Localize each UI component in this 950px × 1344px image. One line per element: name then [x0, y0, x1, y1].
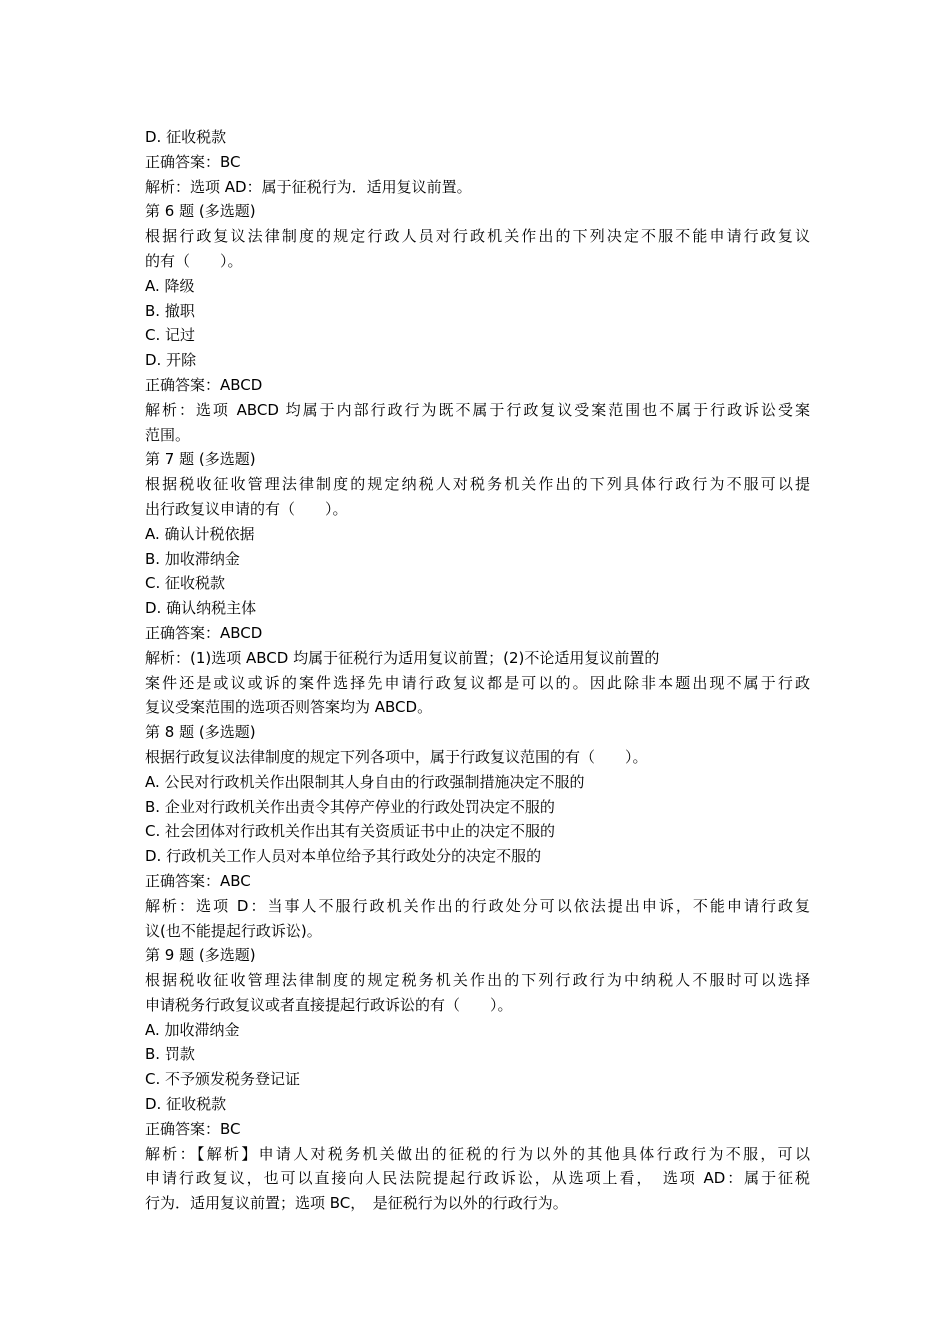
text-line: 解析：【解析】申请人对税务机关做出的征税的行为以外的其他具体行政行为不服，可以 [145, 1144, 810, 1163]
text-line: 出行政复议申请的有（ ）。 [145, 499, 348, 518]
document-page [145, 125, 810, 1216]
text-line: 议(也不能提起行政诉讼)。 [145, 921, 322, 940]
text-line: 第 8 题 (多选题) [145, 723, 256, 742]
text-line: D. 行政机关工作人员对本单位给予其行政处分的决定不服的 [145, 847, 542, 866]
text-line: B. 撤职 [145, 301, 195, 320]
text-line: 解析：选项 AD：属于征税行为．适用复议前置。 [145, 177, 472, 196]
text-line: 复议受案范围的选项否则答案均为 ABCD。 [145, 698, 433, 717]
text-line: D. 征收税款 [145, 128, 227, 146]
text-line: 正确答案：ABCD [145, 375, 263, 394]
text-line: 根据行政复议法律制度的规定行政人员对行政机关作出的下列决定不服不能申请行政复议 [145, 227, 810, 246]
text-line: 范围。 [145, 425, 191, 444]
text-line: 第 9 题 (多选题) [145, 946, 256, 965]
text-line: D. 确认纳税主体 [145, 599, 257, 618]
text-line: C. 不予颁发税务登记证 [145, 1070, 301, 1089]
text-line: 第 6 题 (多选题) [145, 202, 256, 221]
text-line: 正确答案：ABCD [145, 623, 263, 642]
text-line: 的有（ ）。 [145, 251, 243, 270]
text-line: 解析：选项 ABCD 均属于内部行政行为既不属于行政复议受案范围也不属于行政诉讼受案 [145, 400, 810, 419]
text-line: 申请行政复议，也可以直接向人民法院提起行政诉讼，从选项上看， 选项 AD：属于征税 [145, 1169, 810, 1188]
text-line: B. 加收滞纳金 [145, 549, 240, 568]
text-line: 解析：选项 D：当事人不服行政机关作出的行政处分可以依法提出申诉，不能申请行政复 [145, 896, 810, 915]
text-line: 正确答案：BC [145, 1119, 241, 1138]
text-line: A. 公民对行政机关作出限制其人身自由的行政强制措施决定不服的 [145, 772, 585, 791]
text-line: D. 征收税款 [145, 1095, 227, 1114]
text-line: A. 确认计税依据 [145, 524, 255, 543]
text-line: 根据税收征收管理法律制度的规定纳税人对税务机关作出的下列具体行政行为不服可以提 [145, 475, 810, 494]
text-line: 行为．适用复议前置；选项 BC， 是征税行为以外的行政行为。 [145, 1194, 568, 1213]
text-line: 正确答案：BC [145, 152, 241, 171]
text-line: B. 企业对行政机关作出责令其停产停业的行政处罚决定不服的 [145, 797, 555, 816]
text-line: A. 降级 [145, 276, 195, 295]
text-line: C. 征收税款 [145, 574, 226, 593]
text-line: C. 记过 [145, 326, 196, 345]
text-line: 正确答案：ABC [145, 871, 251, 890]
text-line: A. 加收滞纳金 [145, 1020, 240, 1039]
text-line: 第 7 题 (多选题) [145, 450, 256, 469]
text-line: 案件还是或议或诉的案件选择先申请行政复议都是可以的。因此除非本题出现不属于行政 [145, 673, 810, 692]
text-line: 申请税务行政复议或者直接提起行政诉讼的有（ ）。 [145, 995, 513, 1014]
text-line: B. 罚款 [145, 1045, 195, 1064]
text-line: C. 社会团体对行政机关作出其有关资质证书中止的决定不服的 [145, 822, 556, 841]
text-line: 解析：(1)选项 ABCD 均属于征税行为适用复议前置；(2)不论适用复议前置的 [145, 648, 660, 667]
text-line: D. 开除 [145, 351, 197, 370]
text-line: 根据行政复议法律制度的规定下列各项中，属于行政复议范围的有（ ）。 [145, 747, 648, 766]
text-line: 根据税收征收管理法律制度的规定税务机关作出的下列行政行为中纳税人不服时可以选择 [145, 971, 810, 990]
